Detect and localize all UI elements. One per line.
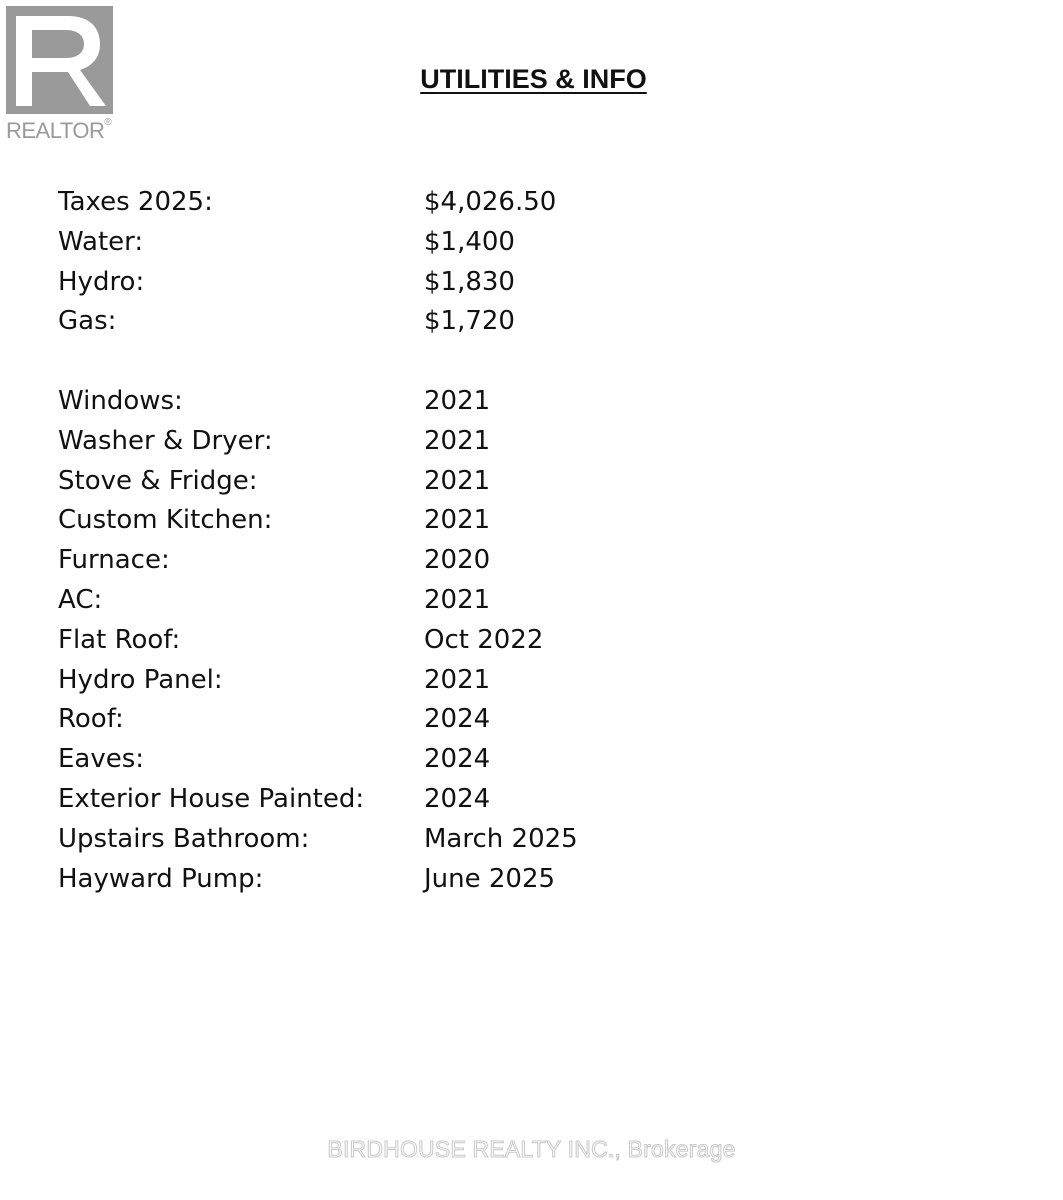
item-value: $1,400 (424, 226, 515, 257)
item-value: Oct 2022 (424, 624, 544, 655)
item-value: 2021 (424, 664, 491, 695)
page-title-text: UTILITIES & INFO (420, 64, 647, 94)
updates-list (58, 381, 758, 898)
list-item (58, 580, 758, 620)
item-label: Hayward Pump: (58, 863, 264, 894)
list-item (58, 859, 758, 899)
item-label: Exterior House Painted: (58, 783, 365, 814)
list-item (58, 182, 758, 222)
brokerage-watermark: BIRDHOUSE REALTY INC., Brokerage (327, 1136, 736, 1162)
item-label: Roof: (58, 704, 124, 735)
costs-list (58, 182, 758, 341)
list-item (58, 381, 758, 421)
list-item (58, 262, 758, 302)
list-item (58, 461, 758, 501)
page-title (0, 64, 1063, 95)
item-value: 2024 (424, 704, 491, 735)
item-label: Taxes 2025: (58, 187, 213, 217)
list-item (58, 222, 758, 262)
item-value: $4,026.50 (424, 187, 557, 217)
list-item (58, 540, 758, 580)
item-value: 2021 (424, 505, 491, 536)
item-value: 2020 (424, 545, 491, 576)
item-label: Windows: (58, 386, 183, 416)
list-item (58, 699, 758, 739)
list-item (58, 819, 758, 859)
item-label: Gas: (58, 306, 117, 337)
item-label: Custom Kitchen: (58, 505, 273, 536)
item-label: Hydro Panel: (58, 664, 223, 695)
item-label: Furnace: (58, 545, 170, 576)
item-value: $1,830 (424, 266, 515, 297)
item-label: Washer & Dryer: (58, 425, 273, 456)
list-item (58, 500, 758, 540)
item-value: 2024 (424, 783, 491, 814)
list-item (58, 660, 758, 700)
list-item (58, 421, 758, 461)
list-item (58, 779, 758, 819)
list-item (58, 620, 758, 660)
item-label: Stove & Fridge: (58, 465, 258, 496)
list-item (58, 739, 758, 779)
item-value: 2021 (424, 386, 491, 416)
item-label: Hydro: (58, 266, 145, 297)
item-label: Upstairs Bathroom: (58, 823, 310, 854)
realtor-r-icon (6, 6, 113, 114)
item-label: Water: (58, 226, 144, 257)
realtor-wordmark (6, 117, 112, 143)
item-label: Eaves: (58, 744, 145, 775)
realtor-wordmark-text: REALTOR (6, 118, 105, 143)
item-value: $1,720 (424, 306, 515, 337)
list-item (58, 301, 758, 341)
item-value: March 2025 (424, 823, 578, 854)
item-value: 2021 (424, 425, 491, 456)
item-label: AC: (58, 584, 103, 615)
item-value: 2024 (424, 744, 491, 775)
item-value: 2021 (424, 465, 491, 496)
item-value: 2021 (424, 584, 491, 615)
registered-mark: ® (104, 117, 112, 128)
item-value: June 2025 (424, 863, 556, 894)
item-label: Flat Roof: (58, 624, 181, 655)
